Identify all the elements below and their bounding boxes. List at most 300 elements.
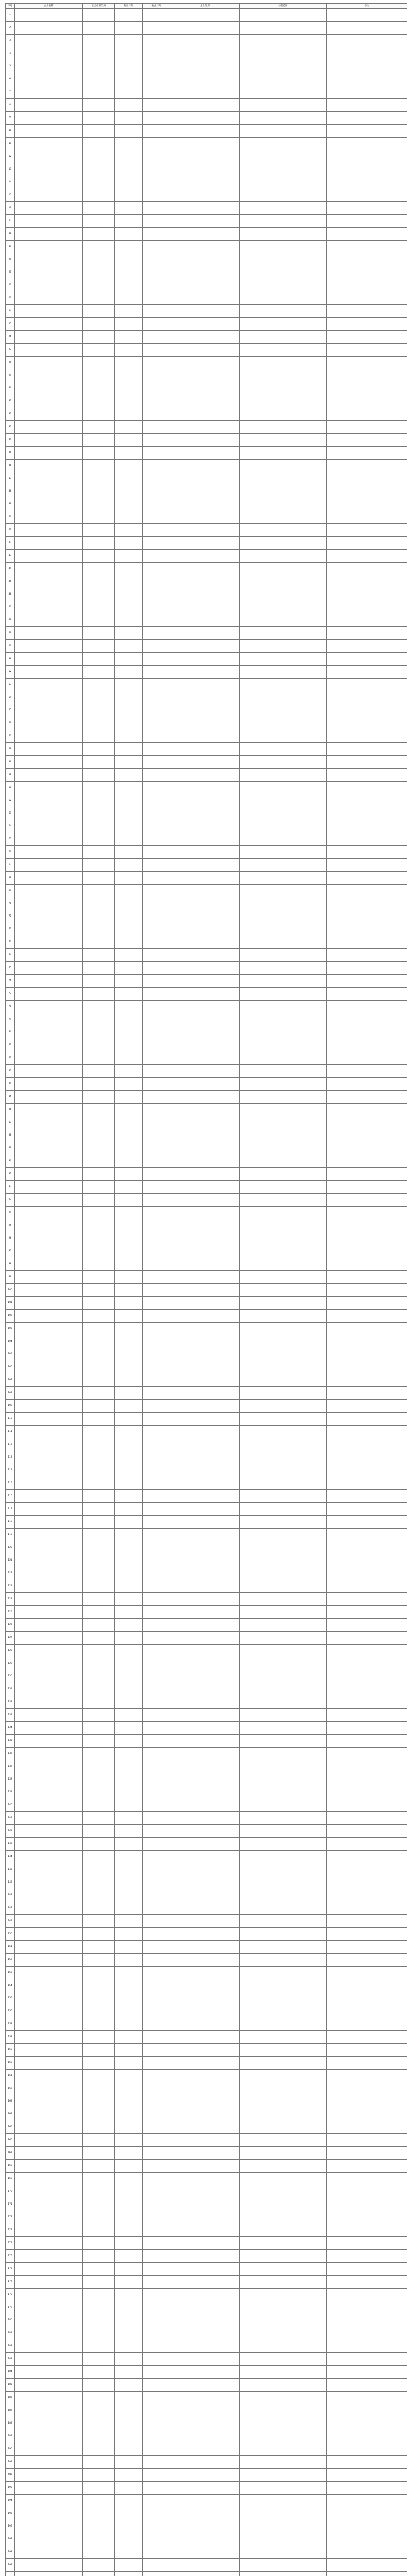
cell-remark [327, 1709, 407, 1722]
cell-name [15, 1310, 83, 1323]
cell-name [15, 112, 83, 125]
table-row [6, 279, 407, 292]
cell-scope [240, 2456, 327, 2469]
cell-end [143, 331, 170, 344]
cell-start [115, 550, 143, 563]
cell-remark [327, 202, 407, 215]
cell-code [83, 550, 115, 563]
enterprise-table [5, 3, 407, 2576]
cell-scope [240, 949, 327, 962]
cell-addr [170, 1348, 240, 1361]
cell-no: 190 [6, 2443, 15, 2456]
cell-start [115, 2224, 143, 2237]
cell-remark [327, 434, 407, 447]
cell-code [83, 2005, 115, 2018]
cell-scope [240, 511, 327, 524]
cell-no: 138 [6, 1773, 15, 1786]
cell-addr [170, 2198, 240, 2211]
cell-code [83, 1348, 115, 1361]
cell-end [143, 485, 170, 498]
cell-addr [170, 292, 240, 305]
cell-end [143, 1104, 170, 1116]
cell-no: 144 [6, 1851, 15, 1863]
cell-name [15, 2495, 83, 2507]
cell-end [143, 1013, 170, 1026]
cell-end [143, 2018, 170, 2031]
cell-start [115, 305, 143, 318]
cell-remark [327, 2134, 407, 2147]
cell-code [83, 1464, 115, 1477]
cell-name [15, 35, 83, 47]
cell-addr [170, 859, 240, 872]
cell-end [143, 498, 170, 511]
cell-scope [240, 1464, 327, 1477]
cell-addr [170, 988, 240, 1001]
header-address: 企业住所 [170, 4, 240, 9]
cell-code [83, 807, 115, 820]
cell-no: 166 [6, 2134, 15, 2147]
cell-remark [327, 2546, 407, 2559]
cell-code [83, 421, 115, 434]
cell-remark [327, 1091, 407, 1104]
cell-remark [327, 1297, 407, 1310]
cell-start [115, 1323, 143, 1335]
cell-name [15, 2469, 83, 2482]
cell-end [143, 22, 170, 35]
table-row [6, 241, 407, 253]
cell-addr [170, 1863, 240, 1876]
table-row [6, 1490, 407, 1503]
cell-addr [170, 112, 240, 125]
cell-code [83, 1194, 115, 1207]
table-row [6, 138, 407, 150]
cell-no: 146 [6, 1876, 15, 1889]
cell-end [143, 1529, 170, 1541]
cell-addr [170, 1606, 240, 1619]
cell-no: 7 [6, 86, 15, 99]
cell-end [143, 2185, 170, 2198]
cell-no: 126 [6, 1619, 15, 1632]
cell-remark [327, 949, 407, 962]
cell-code [83, 1271, 115, 1284]
cell-remark [327, 575, 407, 588]
cell-end [143, 2546, 170, 2559]
cell-start [115, 2430, 143, 2443]
cell-remark [327, 1967, 407, 1979]
cell-addr [170, 2134, 240, 2147]
cell-name [15, 2417, 83, 2430]
cell-remark [327, 2018, 407, 2031]
cell-no: 10 [6, 125, 15, 138]
cell-remark [327, 369, 407, 382]
cell-code [83, 138, 115, 150]
cell-code [83, 704, 115, 717]
cell-name [15, 1851, 83, 1863]
cell-code [83, 22, 115, 35]
cell-end [143, 1078, 170, 1091]
cell-start [115, 2443, 143, 2456]
cell-no: 120 [6, 1541, 15, 1554]
cell-start [115, 820, 143, 833]
cell-addr [170, 949, 240, 962]
cell-start [115, 2392, 143, 2404]
cell-addr [170, 1451, 240, 1464]
table-row [6, 202, 407, 215]
cell-no: 128 [6, 1645, 15, 1657]
table-row [6, 2198, 407, 2211]
cell-name [15, 1078, 83, 1091]
cell-end [143, 2443, 170, 2456]
cell-end [143, 395, 170, 408]
table-row [6, 2443, 407, 2456]
cell-remark [327, 1696, 407, 1709]
cell-end [143, 1026, 170, 1039]
cell-scope [240, 2185, 327, 2198]
cell-no: 156 [6, 2005, 15, 2018]
cell-start [115, 769, 143, 782]
cell-name [15, 988, 83, 1001]
cell-remark [327, 1374, 407, 1387]
table-row [6, 936, 407, 949]
cell-remark [327, 1889, 407, 1902]
cell-addr [170, 2482, 240, 2495]
cell-end [143, 292, 170, 305]
cell-remark [327, 511, 407, 524]
cell-addr [170, 743, 240, 756]
cell-addr [170, 2495, 240, 2507]
cell-remark [327, 2301, 407, 2314]
cell-no: 158 [6, 2031, 15, 2044]
cell-remark [327, 782, 407, 794]
cell-end [143, 2495, 170, 2507]
header-start: 起始日期 [115, 4, 143, 9]
cell-scope [240, 1645, 327, 1657]
table-row [6, 408, 407, 421]
cell-no: 4 [6, 47, 15, 60]
cell-remark [327, 1194, 407, 1207]
cell-end [143, 2095, 170, 2108]
cell-start [115, 1876, 143, 1889]
cell-code [83, 1696, 115, 1709]
cell-start [115, 1979, 143, 1992]
cell-scope [240, 1670, 327, 1683]
cell-remark [327, 1619, 407, 1632]
cell-scope [240, 2482, 327, 2495]
cell-no: 20 [6, 253, 15, 266]
cell-remark [327, 910, 407, 923]
cell-addr [170, 1387, 240, 1400]
cell-remark [327, 1657, 407, 1670]
cell-scope [240, 1451, 327, 1464]
cell-end [143, 2430, 170, 2443]
cell-code [83, 176, 115, 189]
cell-scope [240, 2559, 327, 2572]
cell-remark [327, 1426, 407, 1438]
cell-remark [327, 2366, 407, 2379]
cell-remark [327, 22, 407, 35]
cell-no: 107 [6, 1374, 15, 1387]
cell-no: 75 [6, 962, 15, 975]
cell-remark [327, 1748, 407, 1760]
cell-name [15, 1503, 83, 1516]
cell-end [143, 163, 170, 176]
cell-code [83, 1541, 115, 1554]
cell-start [115, 1541, 143, 1554]
table-row [6, 1039, 407, 1052]
cell-addr [170, 1026, 240, 1039]
cell-addr [170, 2520, 240, 2533]
cell-start [115, 434, 143, 447]
cell-scope [240, 820, 327, 833]
cell-end [143, 1142, 170, 1155]
table-row [6, 2353, 407, 2366]
cell-scope [240, 1490, 327, 1503]
cell-addr [170, 279, 240, 292]
cell-code [83, 1297, 115, 1310]
cell-name [15, 550, 83, 563]
cell-addr [170, 1091, 240, 1104]
cell-remark [327, 1026, 407, 1039]
table-row [6, 820, 407, 833]
cell-no: 32 [6, 408, 15, 421]
cell-end [143, 1632, 170, 1645]
cell-end [143, 601, 170, 614]
cell-name [15, 2095, 83, 2108]
cell-addr [170, 1645, 240, 1657]
cell-no: 29 [6, 369, 15, 382]
cell-start [115, 588, 143, 601]
table-row [6, 511, 407, 524]
cell-name [15, 357, 83, 369]
cell-start [115, 138, 143, 150]
cell-no: 96 [6, 1232, 15, 1245]
cell-remark [327, 1477, 407, 1490]
cell-no: 169 [6, 2173, 15, 2185]
cell-addr [170, 1709, 240, 1722]
table-row [6, 640, 407, 653]
cell-start [115, 1374, 143, 1387]
cell-code [83, 923, 115, 936]
cell-addr [170, 395, 240, 408]
cell-name [15, 215, 83, 228]
cell-end [143, 357, 170, 369]
cell-remark [327, 691, 407, 704]
table-row [6, 794, 407, 807]
cell-remark [327, 138, 407, 150]
cell-start [115, 35, 143, 47]
cell-scope [240, 1979, 327, 1992]
cell-scope [240, 2095, 327, 2108]
cell-end [143, 2520, 170, 2533]
cell-remark [327, 176, 407, 189]
cell-code [83, 820, 115, 833]
cell-code [83, 1207, 115, 1219]
cell-remark [327, 1387, 407, 1400]
cell-name [15, 86, 83, 99]
cell-start [115, 1593, 143, 1606]
cell-start [115, 1529, 143, 1541]
table-row [6, 2289, 407, 2301]
cell-end [143, 1168, 170, 1181]
table-row [6, 163, 407, 176]
cell-code [83, 2469, 115, 2482]
cell-scope [240, 485, 327, 498]
table-row [6, 1001, 407, 1013]
cell-name [15, 756, 83, 769]
cell-start [115, 1915, 143, 1928]
cell-code [83, 112, 115, 125]
cell-no: 62 [6, 794, 15, 807]
cell-code [83, 2237, 115, 2250]
cell-end [143, 1541, 170, 1554]
cell-remark [327, 1451, 407, 1464]
cell-scope [240, 1941, 327, 1954]
cell-end [143, 1181, 170, 1194]
cell-code [83, 1001, 115, 1013]
cell-name [15, 318, 83, 331]
cell-scope [240, 1709, 327, 1722]
cell-code [83, 2327, 115, 2340]
cell-no: 105 [6, 1348, 15, 1361]
cell-remark [327, 1593, 407, 1606]
cell-end [143, 2211, 170, 2224]
cell-remark [327, 1271, 407, 1284]
cell-no: 1 [6, 9, 15, 22]
cell-addr [170, 1516, 240, 1529]
cell-end [143, 1773, 170, 1786]
cell-addr [170, 344, 240, 357]
table-row [6, 2211, 407, 2224]
table-row [6, 2005, 407, 2018]
cell-end [143, 1838, 170, 1851]
cell-end [143, 1606, 170, 1619]
cell-code [83, 730, 115, 743]
cell-scope [240, 1026, 327, 1039]
cell-scope [240, 1438, 327, 1451]
cell-name [15, 1168, 83, 1181]
cell-start [115, 1941, 143, 1954]
cell-scope [240, 2430, 327, 2443]
cell-start [115, 1902, 143, 1915]
cell-end [143, 1207, 170, 1219]
cell-name [15, 2263, 83, 2276]
table-row [6, 1104, 407, 1116]
cell-remark [327, 537, 407, 550]
cell-remark [327, 524, 407, 537]
cell-scope [240, 2546, 327, 2559]
cell-start [115, 2482, 143, 2495]
cell-name [15, 2108, 83, 2121]
cell-name [15, 1013, 83, 1026]
cell-end [143, 2005, 170, 2018]
cell-end [143, 253, 170, 266]
table-row [6, 550, 407, 563]
cell-remark [327, 2057, 407, 2070]
cell-no: 106 [6, 1361, 15, 1374]
cell-start [115, 2495, 143, 2507]
cell-addr [170, 2005, 240, 2018]
cell-scope [240, 1413, 327, 1426]
cell-name [15, 1696, 83, 1709]
cell-no: 47 [6, 601, 15, 614]
cell-remark [327, 2108, 407, 2121]
cell-end [143, 2173, 170, 2185]
table-row [6, 2507, 407, 2520]
cell-end [143, 1619, 170, 1632]
cell-addr [170, 2443, 240, 2456]
cell-addr [170, 1142, 240, 1155]
cell-name [15, 202, 83, 215]
cell-no: 110 [6, 1413, 15, 1426]
cell-addr [170, 769, 240, 782]
cell-end [143, 1786, 170, 1799]
cell-remark [327, 1361, 407, 1374]
cell-end [143, 138, 170, 150]
cell-code [83, 241, 115, 253]
cell-remark [327, 1529, 407, 1541]
cell-addr [170, 447, 240, 460]
cell-code [83, 2031, 115, 2044]
cell-start [115, 537, 143, 550]
table-row [6, 99, 407, 112]
cell-code [83, 1632, 115, 1645]
cell-start [115, 1001, 143, 1013]
cell-code [83, 511, 115, 524]
cell-remark [327, 988, 407, 1001]
cell-code [83, 498, 115, 511]
cell-start [115, 1490, 143, 1503]
header-scope: 经营范围 [240, 4, 327, 9]
table-row [6, 1554, 407, 1567]
cell-name [15, 2082, 83, 2095]
cell-code [83, 756, 115, 769]
cell-no: 93 [6, 1194, 15, 1207]
cell-name [15, 1413, 83, 1426]
table-row [6, 2533, 407, 2546]
cell-code [83, 1760, 115, 1773]
cell-end [143, 1258, 170, 1271]
cell-end [143, 2507, 170, 2520]
cell-code [83, 1554, 115, 1567]
cell-code [83, 1413, 115, 1426]
cell-scope [240, 1374, 327, 1387]
cell-end [143, 1361, 170, 1374]
cell-addr [170, 936, 240, 949]
cell-code [83, 988, 115, 1001]
cell-remark [327, 1065, 407, 1078]
cell-name [15, 1554, 83, 1567]
cell-addr [170, 1413, 240, 1426]
cell-start [115, 1297, 143, 1310]
table-row [6, 73, 407, 86]
cell-start [115, 73, 143, 86]
cell-scope [240, 1001, 327, 1013]
cell-no: 127 [6, 1632, 15, 1645]
cell-end [143, 1284, 170, 1297]
cell-end [143, 2314, 170, 2327]
cell-scope [240, 885, 327, 897]
cell-name [15, 266, 83, 279]
cell-start [115, 1413, 143, 1426]
cell-start [115, 1219, 143, 1232]
cell-code [83, 782, 115, 794]
cell-code [83, 1619, 115, 1632]
cell-remark [327, 2417, 407, 2430]
cell-remark [327, 60, 407, 73]
cell-remark [327, 2443, 407, 2456]
cell-remark [327, 2224, 407, 2237]
cell-scope [240, 279, 327, 292]
